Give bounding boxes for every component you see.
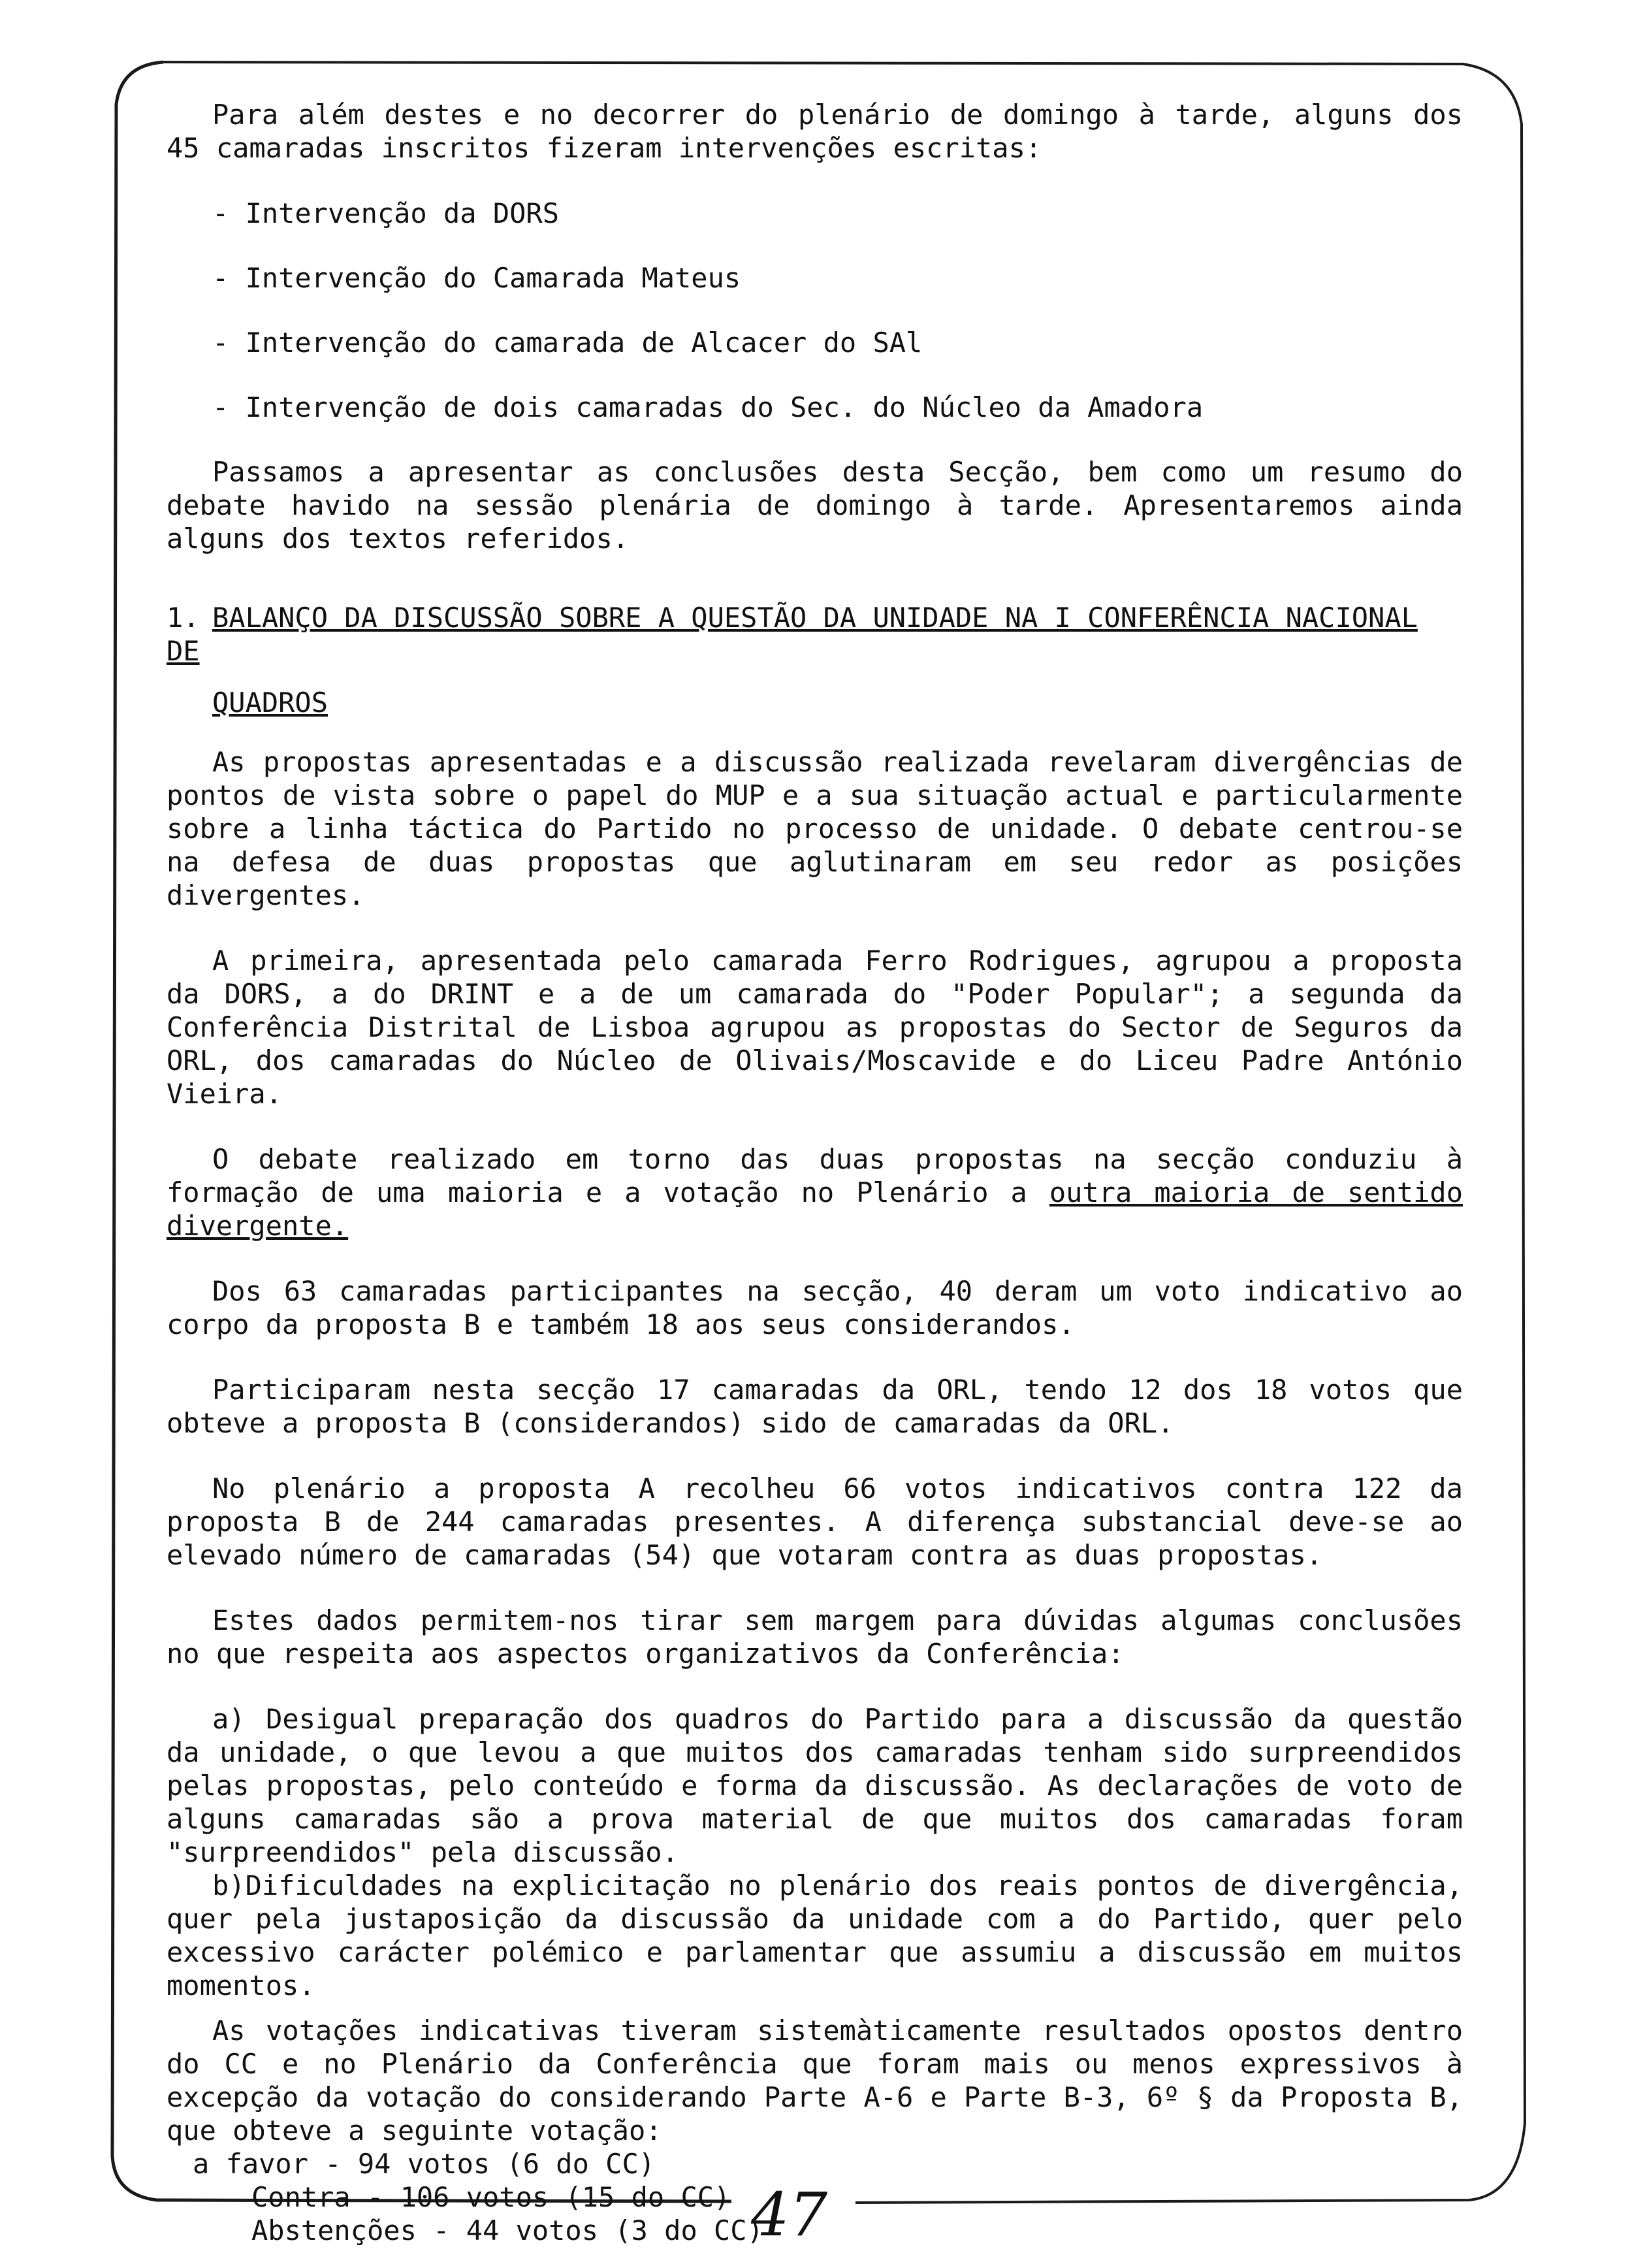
presentation-paragraph: Passamos a apresentar as conclusões desta Secção, bem como um resumo do debate havido na sessão plenária de domingo à tarde. Apresentaremos ainda alguns dos textos referidos. (167, 456, 1463, 555)
section-number: 1. (167, 602, 200, 634)
section-heading (167, 601, 1463, 719)
section-title-line1: BALANÇO DA DISCUSSÃO SOBRE A QUESTÃO DA UNIDADE NA I CONFERÊNCIA NACIONAL DE (167, 602, 1418, 667)
section-title-line2: QUADROS (212, 687, 328, 719)
vote-contra: Contra - 106 votos (15 do CC) (251, 2181, 731, 2213)
vote-favor: a favor - 94 votos (6 do CC) (193, 2148, 656, 2180)
page-number: 47 (751, 2180, 828, 2250)
body-paragraph-6: No plenário a proposta A recolheu 66 votos indicativos contra 122 da proposta B de 244 camaradas presentes. A diferença substancial deve-se ao elevado número de camaradas (54) que votaram contra as duas propostas. (167, 1472, 1463, 1571)
document-body (167, 98, 1463, 2250)
vote-abstencoes: Abstenções - 44 votos (3 do CC) (251, 2214, 763, 2246)
votes-intro: As votações indicativas tiveram sistemàticamente resultados opostos dentro do CC e no Plenário da Conferência que foram mais ou menos expressivos à excepção da votação do considerando Parte A-6 e Parte B-3, 6º § da Proposta B, que obteve a seguinte votação: (167, 2015, 1463, 2146)
p3-text: O debate realizado em torno das duas propostas na secção conduziu à formação de uma maioria e a votação no Plenário a (167, 1143, 1463, 1208)
intervention-item: - Intervenção de dois camaradas do Sec. do Núcleo da Amadora (212, 391, 1204, 423)
body-paragraph-7: Estes dados permitem-nos tirar sem margem para dúvidas algumas conclusões no que respeita aos aspectos organizativos da Conferência: (167, 1604, 1463, 1670)
intro-paragraph: Para além destes e no decorrer do plenário de domingo à tarde, alguns dos 45 camaradas inscritos fizeram intervenções escritas: (167, 99, 1463, 164)
body-paragraph-1: As propostas apresentadas e a discussão realizada revelaram divergências de pontos de vista sobre o papel do MUP e a sua situação actual e particularmente sobre a linha táctica do Partido no processo de unidade. O debate centrou-se na defesa de duas propostas que aglutinaram em seu redor as posições divergentes. (167, 746, 1463, 911)
body-paragraph-2: A primeira, apresentada pelo camarada Ferro Rodrigues, agrupou a proposta da DORS, a do DRINT e a de um camarada do "Poder Popular"; a segunda da Conferência Distrital de Lisboa agrupou as propostas do Sector de Seguros da ORL, dos camaradas do Núcleo de Olivais/Moscavide e do Liceu Padre António Vieira. (167, 945, 1463, 1110)
intervention-item: - Intervenção do camarada de Alcacer do SAl (212, 327, 923, 359)
body-paragraph-3 (167, 1142, 1463, 1242)
intervention-item: - Intervenção da DORS (212, 197, 560, 229)
intervention-item: - Intervenção do Camarada Mateus (212, 262, 741, 294)
body-paragraph-4: Dos 63 camaradas participantes na secção, 40 deram um voto indicativo ao corpo da proposta B e também 18 aos seus considerandos. (167, 1275, 1463, 1340)
conclusion-b: b)Dificuldades na explicitação no plenário dos reais pontos de divergência, quer pela justaposição da discussão da unidade com a do Partido, quer pelo excessivo carácter polémico e parlamentar que assumiu a discussão em muitos momentos. (167, 1870, 1463, 2001)
body-paragraph-5: Participaram nesta secção 17 camaradas da ORL, tendo 12 dos 18 votos que obteve a proposta B (considerandos) sido de camaradas da ORL. (167, 1374, 1463, 1439)
conclusion-a: a) Desigual preparação dos quadros do Partido para a discussão da questão da unidade, o que levou a que muitos dos camaradas tenham sido surpreendidos pelas propostas, pelo conteúdo e forma da discussão. As declarações de voto de alguns camaradas são a prova material de que muitos dos camaradas foram "surpreendidos" pela discussão. (167, 1703, 1463, 1868)
vote-results (193, 2147, 1463, 2250)
p3-underlined-text: outra maioria de sentido divergente. (167, 1176, 1463, 1242)
